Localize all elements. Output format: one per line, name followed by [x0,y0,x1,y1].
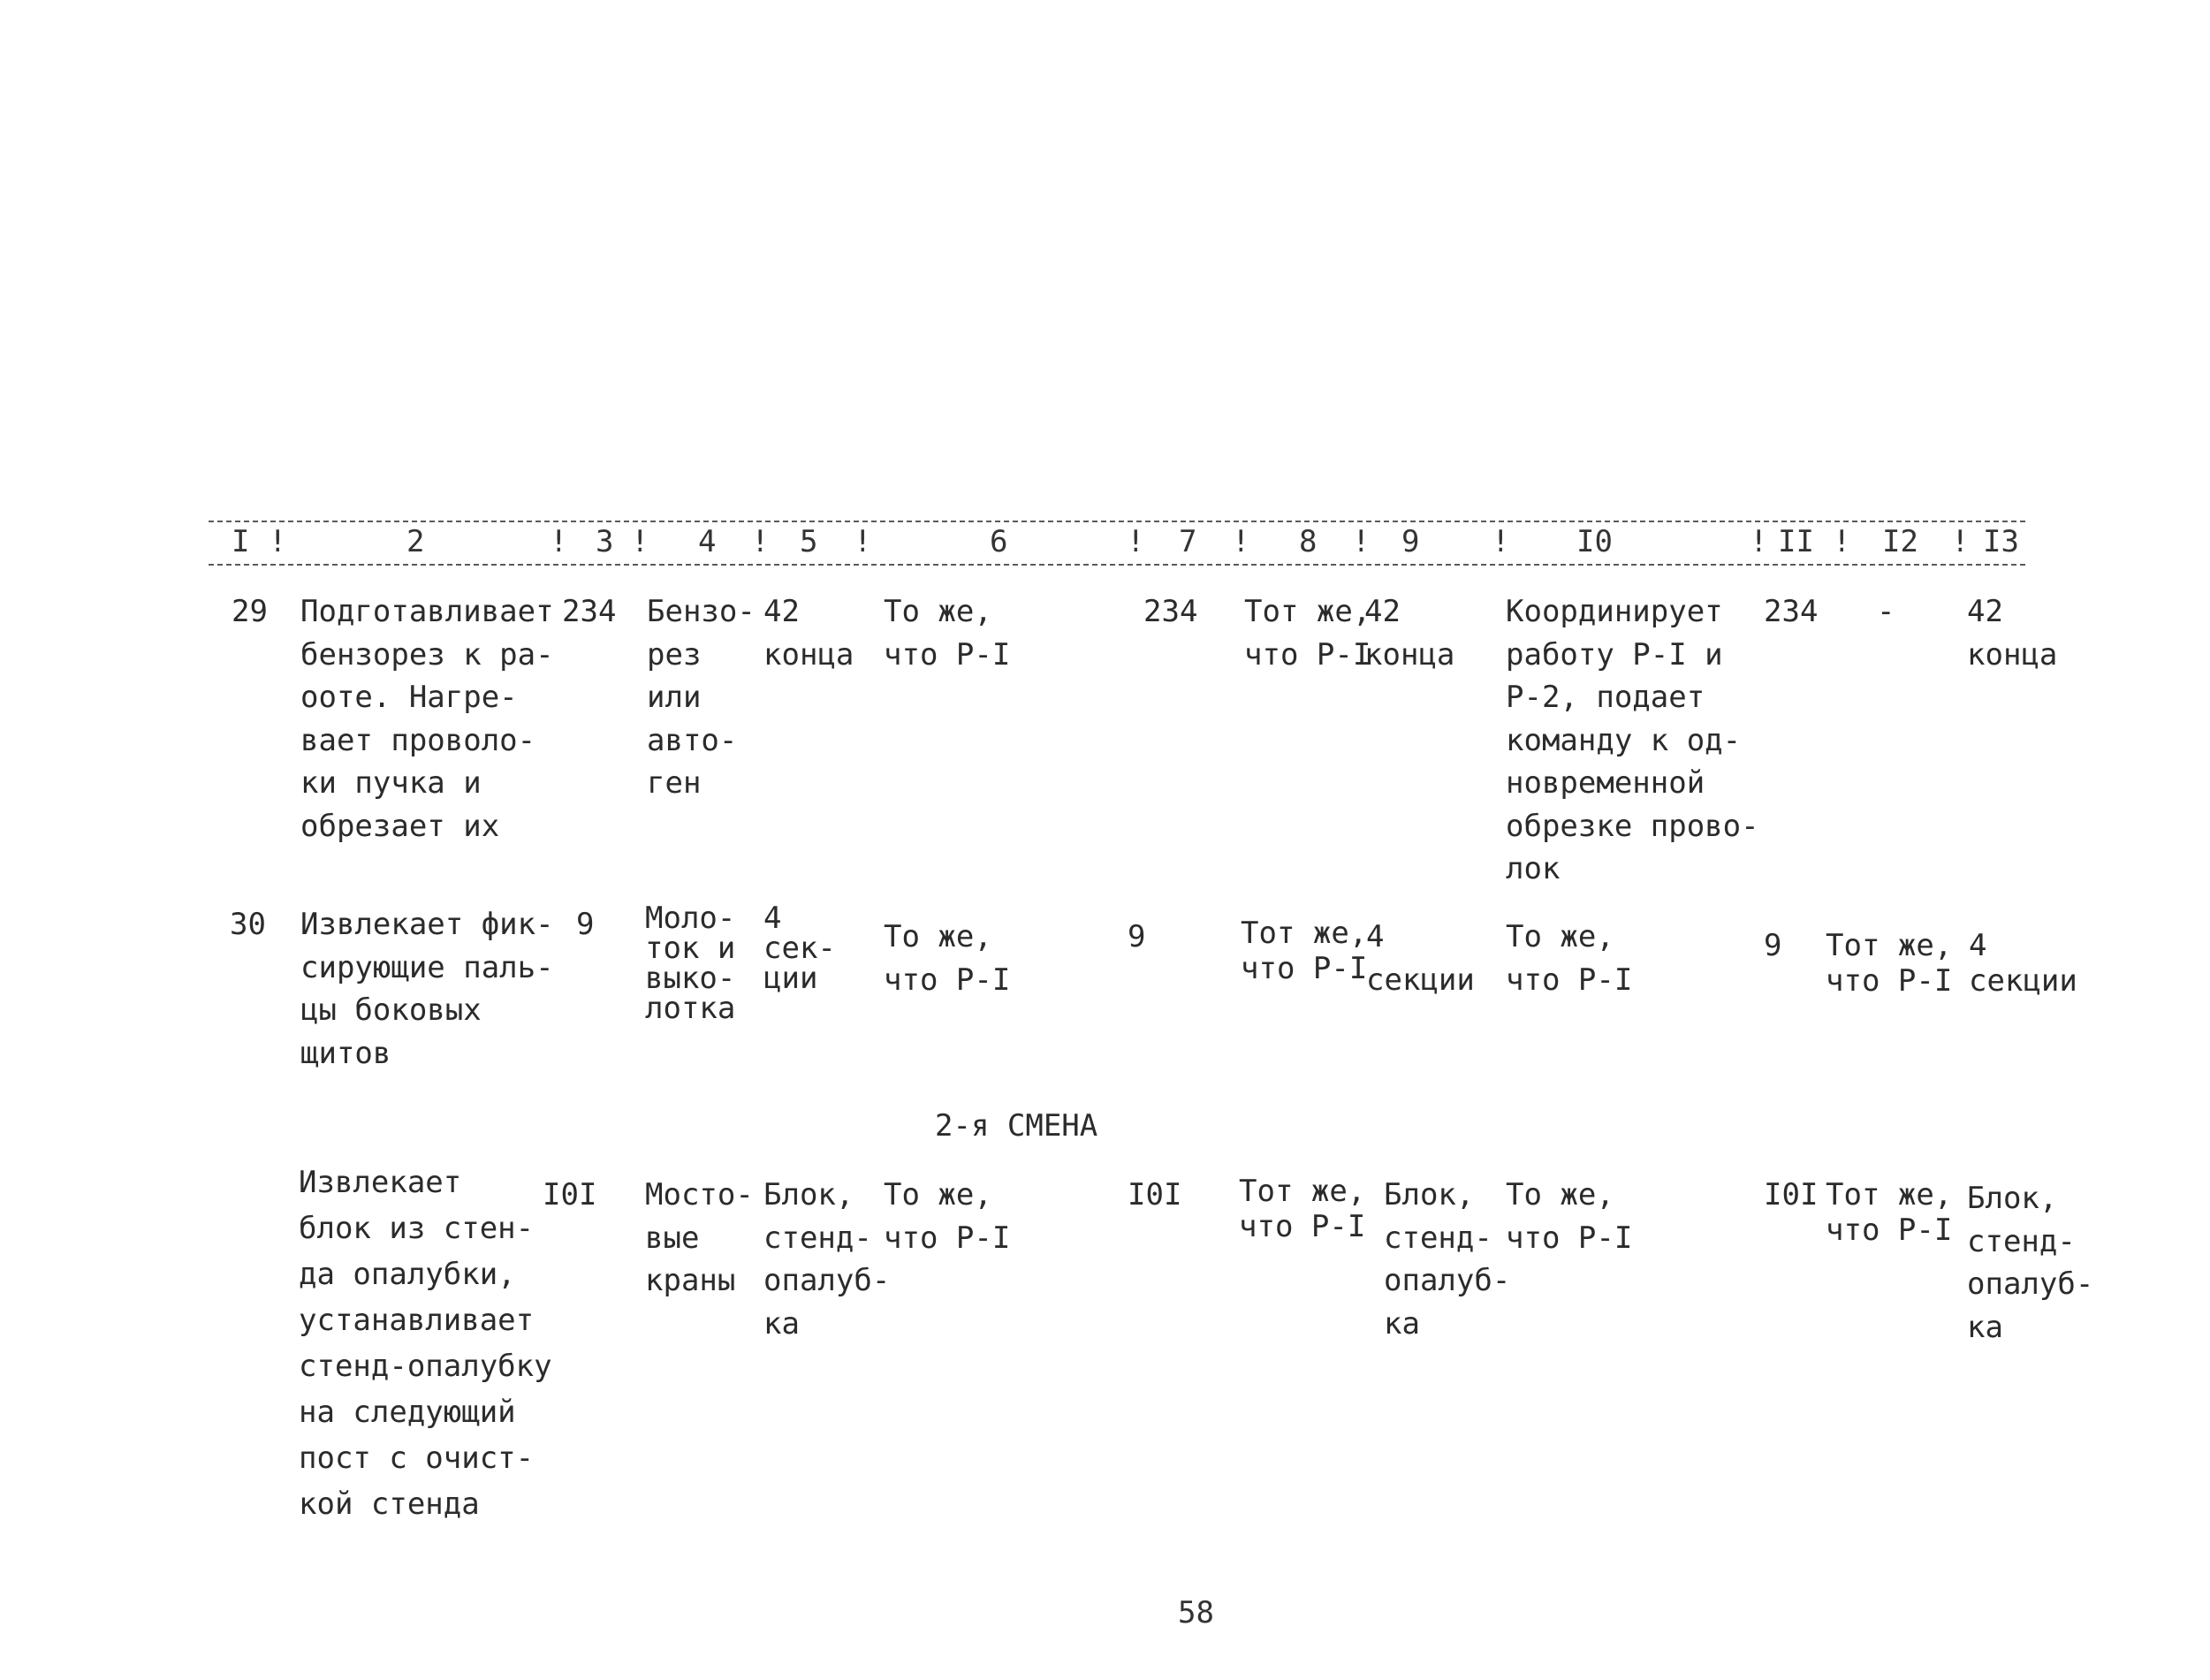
page-number: 58 [1178,1595,1214,1631]
header-separator: ! [1232,524,1250,559]
header-separator: ! [751,524,770,559]
row-number: 29 [232,594,268,629]
cell-col-3: 234 [562,594,617,629]
header-separator: ! [550,524,568,559]
cell-col-12: - [1877,594,1895,629]
cell-col-3: 9 [576,907,595,942]
cell-col-3: I0I [543,1177,597,1212]
cell-col-11: 9 [1764,928,1782,963]
cell-col-7: 234 [1143,594,1198,629]
header-separator: ! [854,524,872,559]
header-col-2: 2 [406,524,425,559]
header-separator: ! [631,524,649,559]
header-top-rule [209,521,2025,522]
cell-col-5: 4 сек- ции [763,901,836,996]
cell-col-5: Блок, стенд- опалуб- ка [763,1177,891,1342]
cell-col-10: Координирует работу Р-I и Р-2, подает команду к од- новременной обрезке прово- лок [1506,594,1759,886]
cell-col-6: То же, что Р-I [884,594,1011,673]
header-col-3: 3 [596,524,614,559]
cell-col-12: Тот же, что Р-I [1826,1177,1953,1248]
header-bottom-rule [209,564,2025,566]
cell-col-13: Блок, стенд- опалуб- ка [1967,1181,2094,1345]
operation-text: Извлекает фик- сирующие паль- цы боковых щитов [300,907,554,1071]
header-col-1: I [232,524,250,559]
section-title: 2-я СМЕНА [935,1108,1098,1144]
cell-col-13: 4 секции [1969,928,2077,995]
header-separator: ! [1833,524,1851,559]
cell-col-7: 9 [1128,919,1146,954]
cell-col-6: То же, что Р-I [884,919,1011,998]
cell-col-9: 42 конца [1364,594,1455,673]
row-number: 30 [230,907,266,942]
cell-col-10: То же, что Р-I [1506,1177,1633,1256]
header-col-12: I2 [1882,524,1918,559]
cell-col-11: I0I [1764,1177,1819,1212]
header-col-4: 4 [698,524,717,559]
cell-col-6: То же, что Р-I [884,1177,1011,1256]
cell-col-8: Тот же, что Р-I [1241,916,1368,986]
operation-text: Извлекает блок из стен- да опалубки, устанавливает стенд-опалубку на следующий пост с очист- кой стенда [299,1165,552,1522]
operation-text: Подготавливает бензорез к ра- ооте. Нагре- вает проволо- ки пучка и обрезает их [300,594,554,844]
cell-col-7: I0I [1128,1177,1182,1212]
header-col-11: II [1778,524,1814,559]
cell-col-12: Тот же, что Р-I [1826,928,1953,999]
cell-col-8: Тот же, что Р-I [1244,594,1371,673]
cell-col-4: Мосто- вые краны [645,1177,754,1298]
cell-col-5: 42 конца [763,594,854,673]
header-separator: ! [1352,524,1371,559]
cell-col-9: 4 секции [1366,919,1475,998]
cell-col-8: Тот же, что Р-I [1239,1174,1366,1244]
header-col-10: I0 [1576,524,1613,559]
header-col-8: 8 [1299,524,1318,559]
header-separator: ! [1492,524,1510,559]
header-separator: ! [1750,524,1768,559]
header-col-9: 9 [1401,524,1420,559]
header-col-6: 6 [990,524,1008,559]
cell-col-10: То же, что Р-I [1506,919,1633,998]
header-col-7: 7 [1179,524,1197,559]
cell-col-4: Моло- ток и выко- лотка [645,901,736,1026]
header-separator: ! [1127,524,1145,559]
cell-col-9: Блок, стенд- опалуб- ка [1384,1177,1511,1342]
header-separator: ! [1951,524,1970,559]
cell-col-4: Бензо- рез или авто- ген [647,594,756,801]
header-col-13: I3 [1983,524,2019,559]
cell-col-13: 42 конца [1967,594,2058,673]
header-separator: ! [269,524,287,559]
header-col-5: 5 [800,524,818,559]
cell-col-11: 234 [1764,594,1819,629]
